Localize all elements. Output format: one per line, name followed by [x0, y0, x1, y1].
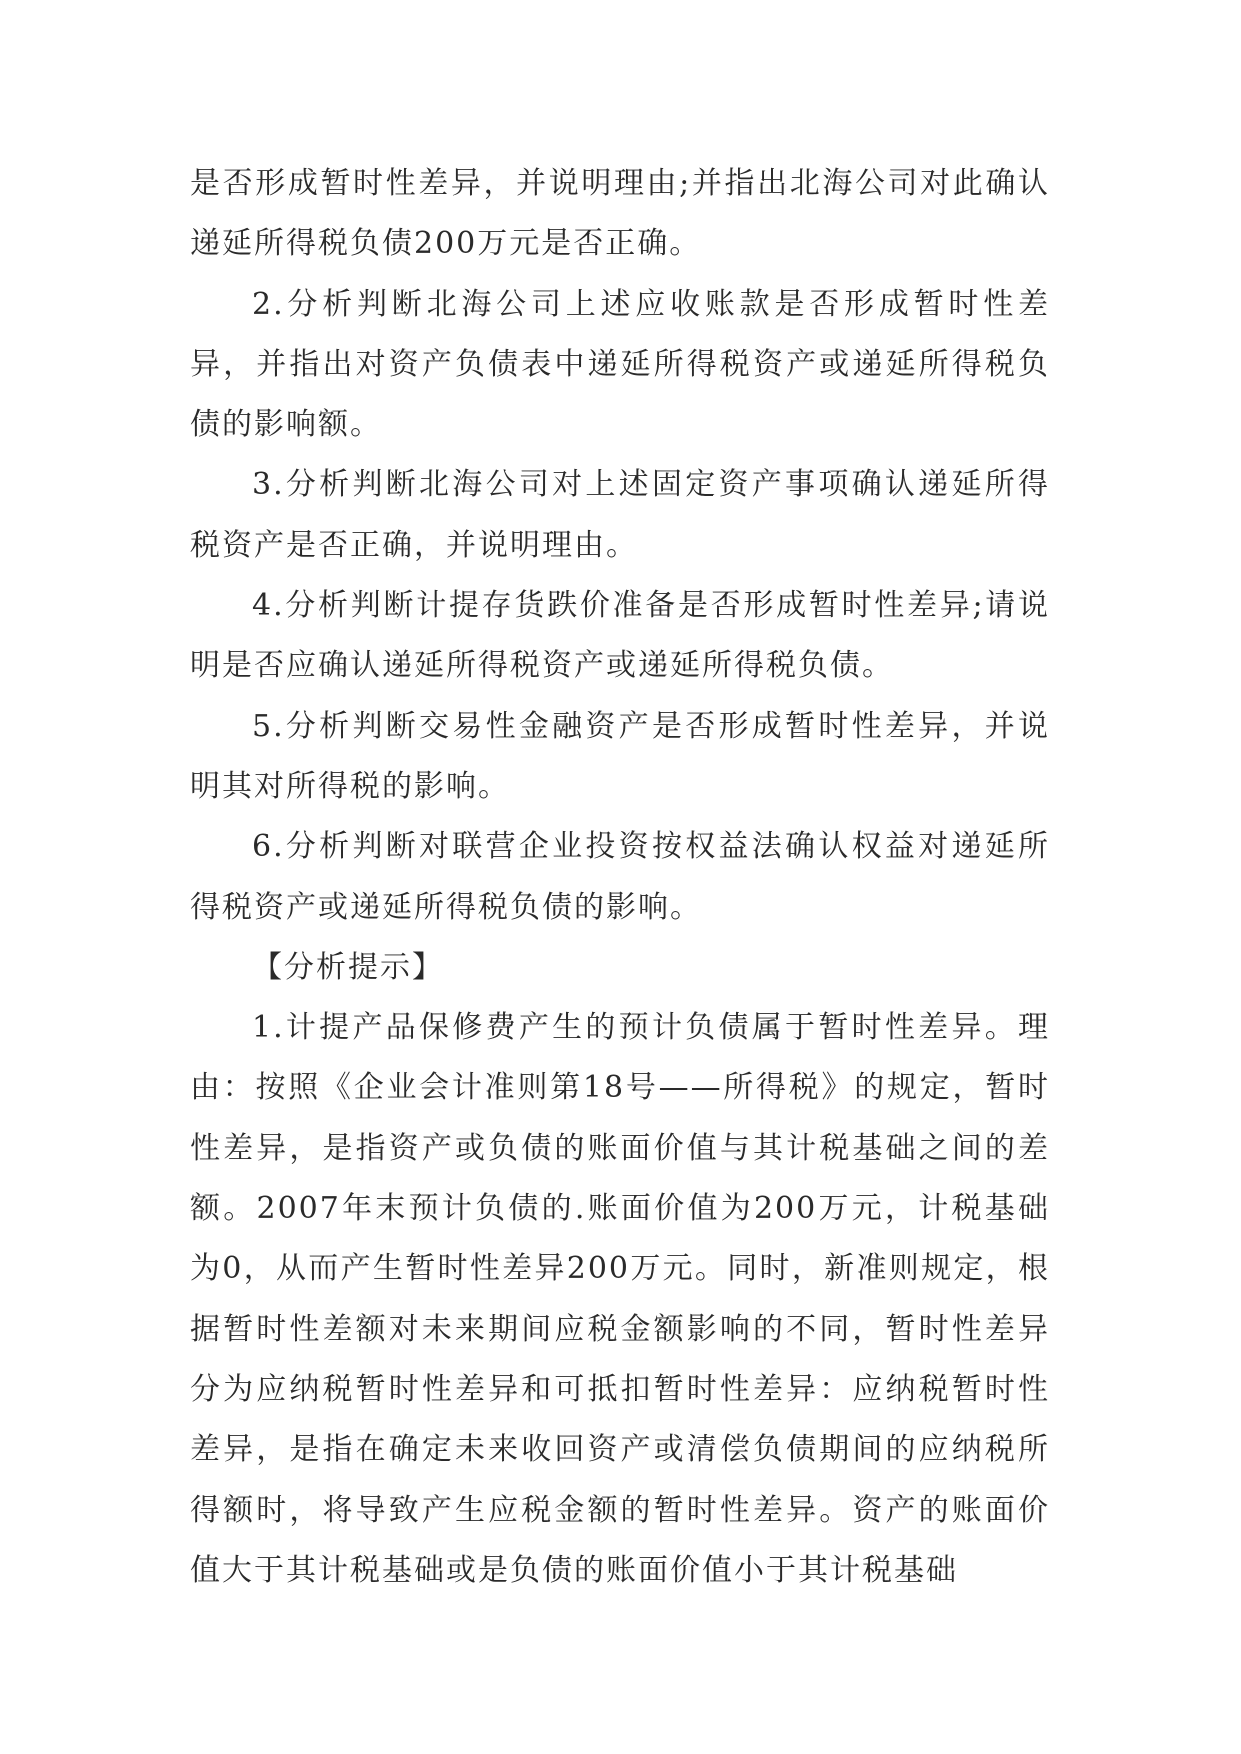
question-6: 6.分析判断对联营企业投资按权益法确认权益对递延所得税资产或递延所得税负债的影响。: [190, 829, 1050, 925]
question-3: 3.分析判断北海公司对上述固定资产事项确认递延所得税资产是否正确，并说明理由。: [190, 467, 1050, 563]
answer-1: 1.计提产品保修费产生的预计负债属于暂时性差异。理由：按照《企业会计准则第18号——所得税》的规定，暂时性差异，是指资产或负债的账面价值与其计税基础之间的差额。2007年末预计负债的.账面价值为200万元，计税基础为0，从而产生暂时性差异200万元。同时，新准则规定，根据暂时性差额对未来期间应税金额影响的不同，暂时性差异分为应纳税暂时性差异和可抵扣暂时性差异：应纳税暂时性差异，是指在确定未来收回资产或清偿负债期间的应纳税所得额时，将导致产生应税金额的暂时性差异。资产的账面价值大于其计税基础或是负债的账面价值小于其计税基础: [190, 1010, 1050, 1588]
section-heading: 【分析提示】: [252, 949, 444, 985]
question-4: 4.分析判断计提存货跌价准备是否形成暂时性差异;请说明是否应确认递延所得税资产或递延所得税负债。: [190, 588, 1050, 684]
question-5: 5.分析判断交易性金融资产是否形成暂时性差异，并说明其对所得税的影响。: [190, 708, 1050, 804]
document-body: [190, 154, 1050, 1601]
paragraph-continuation: 是否形成暂时性差异，并说明理由;并指出北海公司对此确认递延所得税负债200万元是否正确。: [190, 166, 1050, 262]
question-2: 2.分析判断北海公司上述应收账款是否形成暂时性差异，并指出对资产负债表中递延所得税资产或递延所得税负债的影响额。: [190, 286, 1050, 443]
